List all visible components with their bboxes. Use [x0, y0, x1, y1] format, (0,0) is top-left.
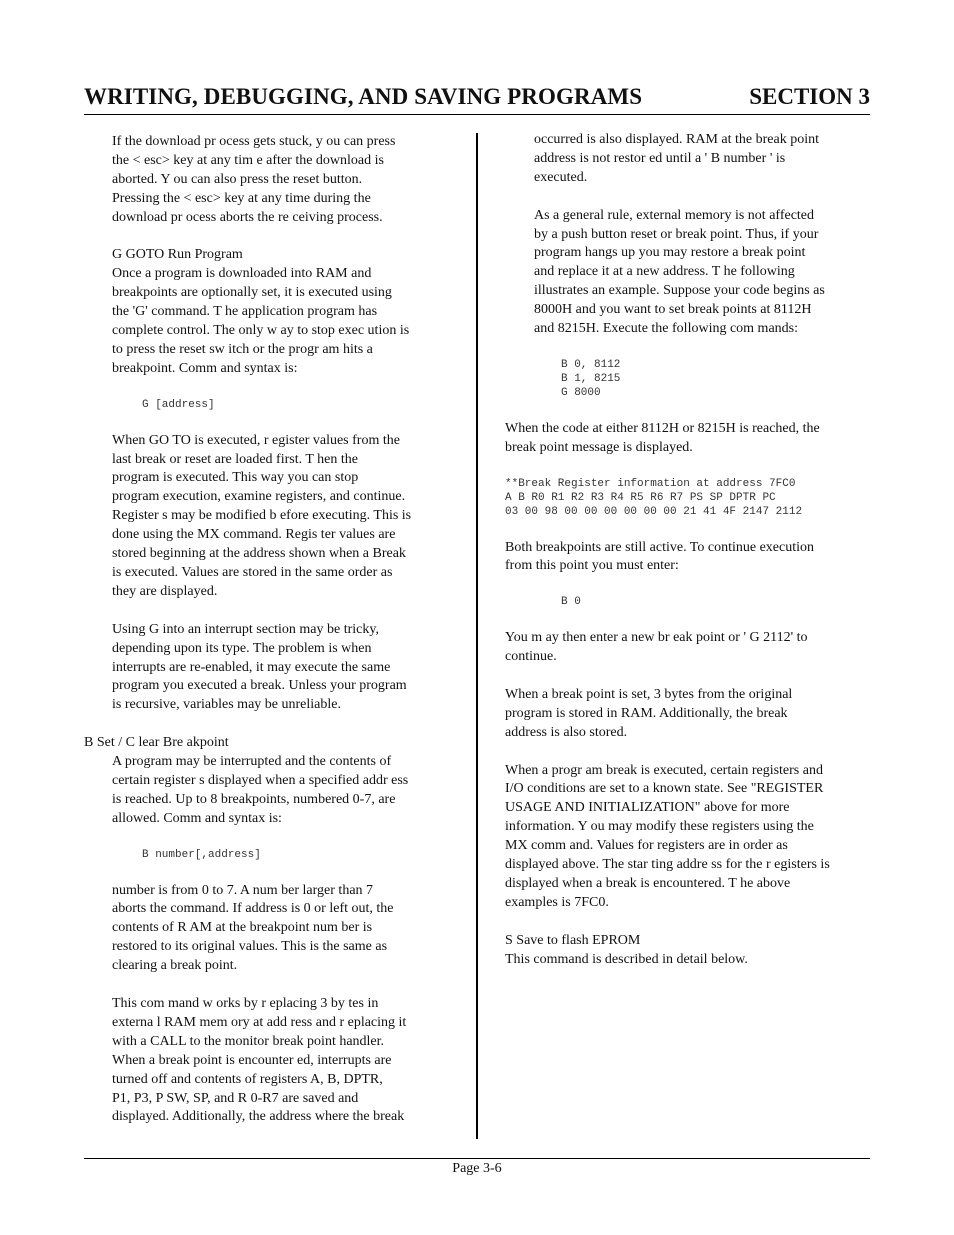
breakpoint-description-paragraph: A program may be interrupted and the contents of certain register s displayed when a specified addr ess is reached. Up to 8 breakpoints, numbered 0-7, are allowed. Comm and syntax is: [112, 754, 409, 826]
clear-breakpoint-code: B 0 [561, 596, 581, 609]
break-stored-paragraph: When a break point is set, 3 bytes from the original program is stored in RAM. Additionally, the break address is also stored. [505, 686, 793, 740]
code-reached-paragraph: When the code at either 8112H or 8215H is reached, the break point message is displayed. [505, 420, 820, 455]
page-header [84, 84, 870, 115]
save-flash-paragraph: This command is described in detail below. [505, 951, 748, 967]
download-stuck-paragraph: If the download pr ocess gets stuck, y ou can press the < esc> key at any tim e after the download is aborted. Y ou can also press the reset button. Pressing the < esc> key at any time during the download pr ocess aborts the re ceiving process. [112, 134, 396, 225]
chapter-title: WRITING, DEBUGGING, AND SAVING PROGRAMS [84, 84, 643, 109]
external-memory-paragraph: As a general rule, external memory is not affected by a push button reset or break point. Thus, if your program hangs up you may restore a break point and replace it at a new address. T he following illustrates an example. Suppose your code begins as 8000H and you want to set break points at 8112H and 8215H. Execute the following com mands: [534, 207, 825, 337]
goto-description-paragraph: Once a program is downloaded into RAM and breakpoints are optionally set, it is executed using the 'G' command. T he application program has complete control. The only w ay to stop exec ution is to press the reset sw itch or the progr am hits a breakpoint. Comm and syntax is: [112, 266, 410, 376]
save-flash-heading: S Save to flash EPROM [505, 932, 641, 948]
breakpoint-number-paragraph: number is from 0 to 7. A num ber larger than 7 aborts the command. If address is 0 or left out, the contents of R AM at the breakpoint num ber is restored to its original values. This is the same as clearing a break point. [112, 882, 394, 974]
goto-registers-paragraph: When GO TO is executed, r egister values from the last break or reset are loaded first. T hen the program is executed. This way you can stop program execution, examine registers, and continue. Register s may be modified b efore executing. This is done using the MX command. Regis ter values are stored beginning at the address shown when a Break is executed. Values are stored in the same order as they are displayed. [112, 432, 412, 599]
goto-interrupt-paragraph: Using G into an interrupt section may be tricky, depending upon its type. The problem is when interrupts are re-enabled, it may execute the same program you executed a break. Unless your program is recursive, variables may be unreliable. [112, 621, 407, 713]
left-column [84, 133, 464, 1146]
breakpoint-syntax-code: B number[,address] [142, 848, 261, 861]
breakpoint-mechanism-paragraph: This com mand w orks by r eplacing 3 by tes in externa l RAM mem ory at add ress and r eplacing it with a CALL to the monitor break point handler. When a break point is encounter ed, interrupts are turned off and contents of registers A, B, DPTR, P1, P3, P SW, SP, and R 0-R7 are saved and displayed. Additionally, the address where the break [112, 995, 407, 1125]
break-register-output-code: **Break Register information at address 7FC0 A B R0 R1 R2 R3 R4 R5 R6 R7 PS SP DPTR PC 03 00 98 00 00 00 00 00 00 21 41 4F 2147 2112 [505, 477, 803, 518]
program-break-paragraph: When a progr am break is executed, certain registers and I/O conditions are set to a known state. See "REGISTER USAGE AND INITIALIZATION" above for more information. Y ou may modify these registers using the MX comm and. Values for registers are in order as displayed above. The star ting addre ss for the r egisters is displayed when a break is encountered. T he above examples is 7FC0. [505, 762, 830, 910]
section-label: SECTION 3 [749, 84, 870, 109]
goto-syntax-code: G [address] [142, 398, 215, 411]
right-column [505, 131, 875, 988]
breakpoint-heading: B Set / C lear Bre akpoint [84, 735, 229, 751]
goto-heading: G GOTO Run Program [112, 247, 243, 263]
break-address-paragraph: occurred is also displayed. RAM at the break point address is not restor ed until a ' B number ' is executed. [534, 132, 819, 185]
footer-rule [84, 1158, 870, 1159]
breakpoint-commands-code: B 0, 8112 B 1, 8215 G 8000 [561, 358, 621, 399]
new-breakpoint-paragraph: You m ay then enter a new br eak point or ' G 2112' to continue. [505, 630, 808, 665]
column-divider [476, 133, 478, 1139]
page-number: Page 3-6 [452, 1161, 502, 1176]
breakpoints-active-paragraph: Both breakpoints are still active. To continue execution from this point you must enter: [505, 539, 815, 574]
